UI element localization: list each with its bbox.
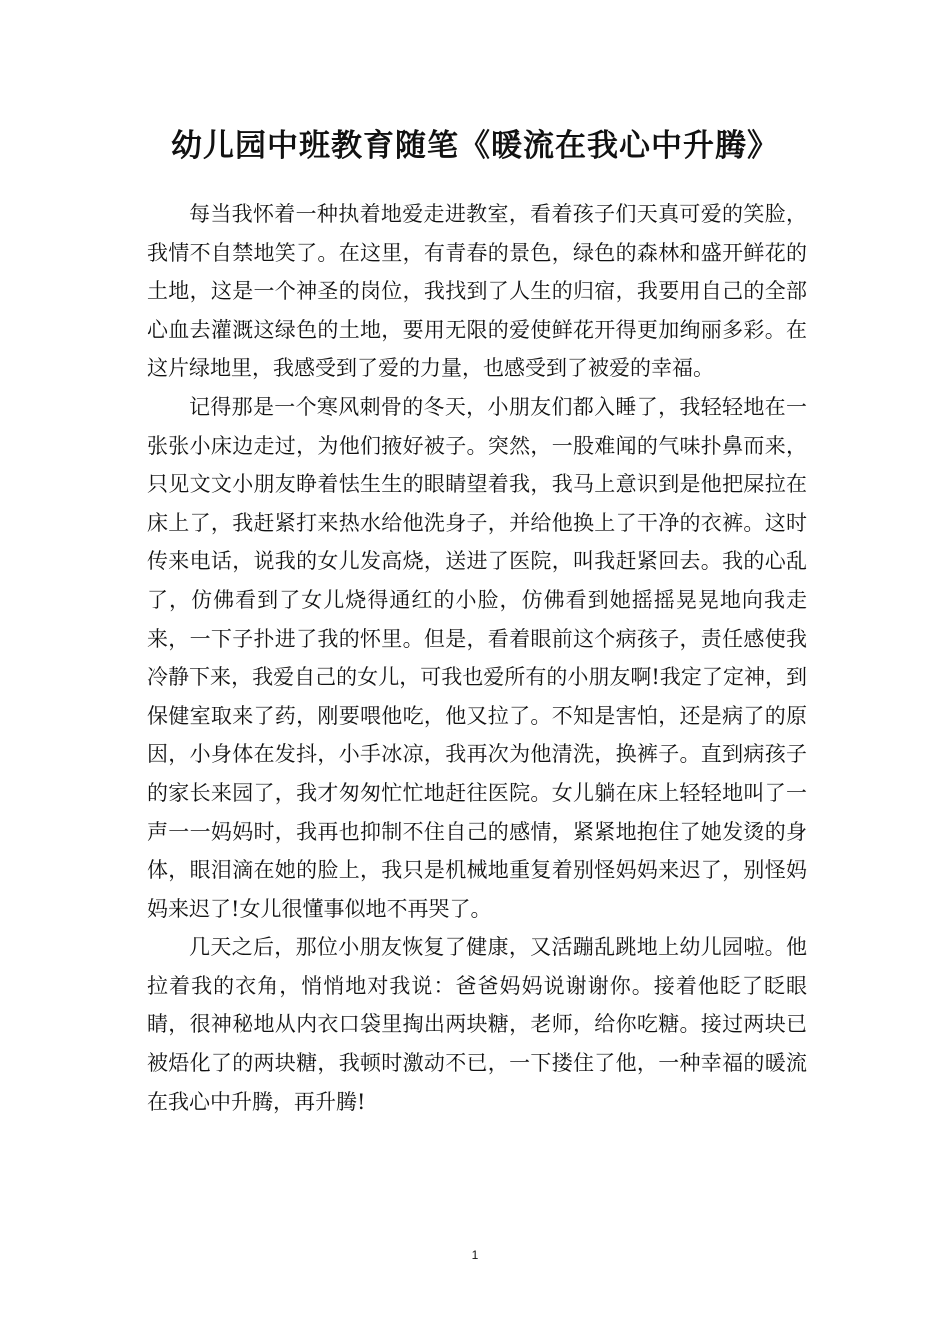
document-body	[147, 195, 807, 1121]
paragraph-3: 几天之后，那位小朋友恢复了健康，又活蹦乱跳地上幼儿园啦。他拉着我的衣角，悄悄地对我说：爸爸妈妈说谢谢你。接着他眨了眨眼睛，很神秘地从内衣口袋里掏出两块糖，老师，给你吃糖。接过两块已被焐化了的两块糖，我顿时激动不已，一下搂住了他，一种幸福的暖流在我心中升腾，再升腾!	[147, 935, 807, 1114]
paragraph-2: 记得那是一个寒风刺骨的冬天，小朋友们都入睡了，我轻轻地在一张张小床边走过，为他们掖好被子。突然，一股难闻的气味扑鼻而来，只见文文小朋友睁着怯生生的眼睛望着我，我马上意识到是他把屎拉在床上了，我赶紧打来热水给他洗身子，并给他换上了干净的衣裤。这时传来电话，说我的女儿发高烧，送进了医院，叫我赶紧回去。我的心乱了，仿佛看到了女儿烧得通红的小脸，仿佛看到她摇摇晃晃地向我走来，一下子扑进了我的怀里。但是，看着眼前这个病孩子，责任感使我冷静下来，我爱自己的女儿，可我也爱所有的小朋友啊!我定了定神，到保健室取来了药，刚要喂他吃，他又拉了。不知是害怕，还是病了的原因，小身体在发抖，小手冰凉，我再次为他清洗，换裤子。直到病孩子的家长来园了，我才匆匆忙忙地赶往医院。女儿躺在床上轻轻地叫了一声一一妈妈时，我再也抑制不住自己的感情，紧紧地抱住了她发烫的身体，眼泪滴在她的脸上，我只是机械地重复着别怪妈妈来迟了，别怪妈妈来迟了!女儿很懂事似地不再哭了。	[147, 394, 807, 921]
page-number: 1	[471, 1248, 479, 1262]
document-title: 幼儿园中班教育随笔《暖流在我心中升腾》	[171, 128, 779, 164]
paragraph-1: 每当我怀着一种执着地爱走进教室，看着孩子们天真可爱的笑脸，我情不自禁地笑了。在这里，有青春的景色，绿色的森林和盛开鲜花的土地，这是一个神圣的岗位，我找到了人生的归宿，我要用自己的全部心血去灌溉这绿色的土地，要用无限的爱使鲜花开得更加绚丽多彩。在这片绿地里，我感受到了爱的力量，也感受到了被爱的幸福。	[147, 202, 807, 381]
